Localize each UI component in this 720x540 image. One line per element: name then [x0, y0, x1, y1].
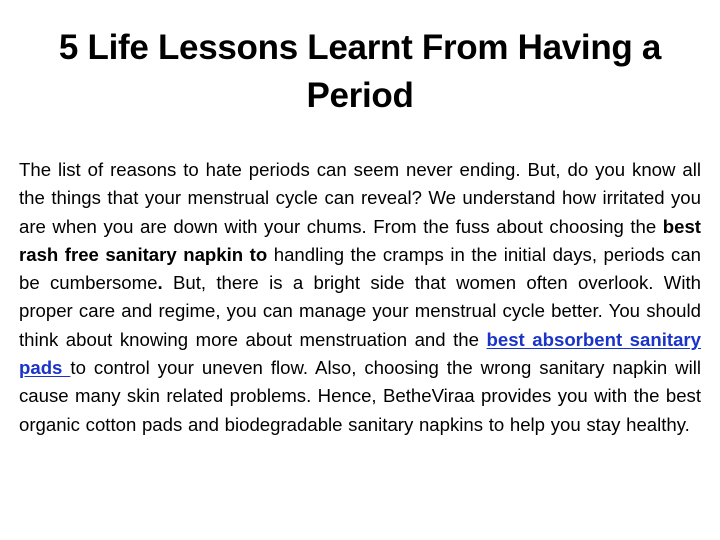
- paragraph-text-3: But, there is a bright side that women often overlook. With proper care and regime, you can manage your menstrual cycle better. You should think about knowing more about menstruation and the: [19, 272, 701, 350]
- paragraph-text-2: handling the cramps in the initial days, periods can be cumbersome: [19, 243, 702, 294]
- bold-period: .: [157, 272, 163, 294]
- body-paragraph: [19, 156, 701, 439]
- page-title: 5 Life Lessons Learnt From Having a Period: [58, 28, 662, 115]
- bold-phrase-rash-free-napkin: best rash free sanitary napkin to: [19, 215, 701, 265]
- paragraph-text-4: to control your uneven flow. Also, choosing the wrong sanitary napkin will cause many skin related problems. Hence, BetheViraa provides you with the best organic cotton pads and biodegradable sanitary napkins to help you stay healthy.: [19, 357, 701, 435]
- paragraph-text-1: The list of reasons to hate periods can seem never ending. But, do you know all the things that your menstrual cycle can reveal? We understand how irritated you are when you are down with your chums. From the fuss about choosing the: [19, 159, 701, 237]
- best-absorbent-pads-link[interactable]: best absorbent sanitary pads: [19, 328, 702, 379]
